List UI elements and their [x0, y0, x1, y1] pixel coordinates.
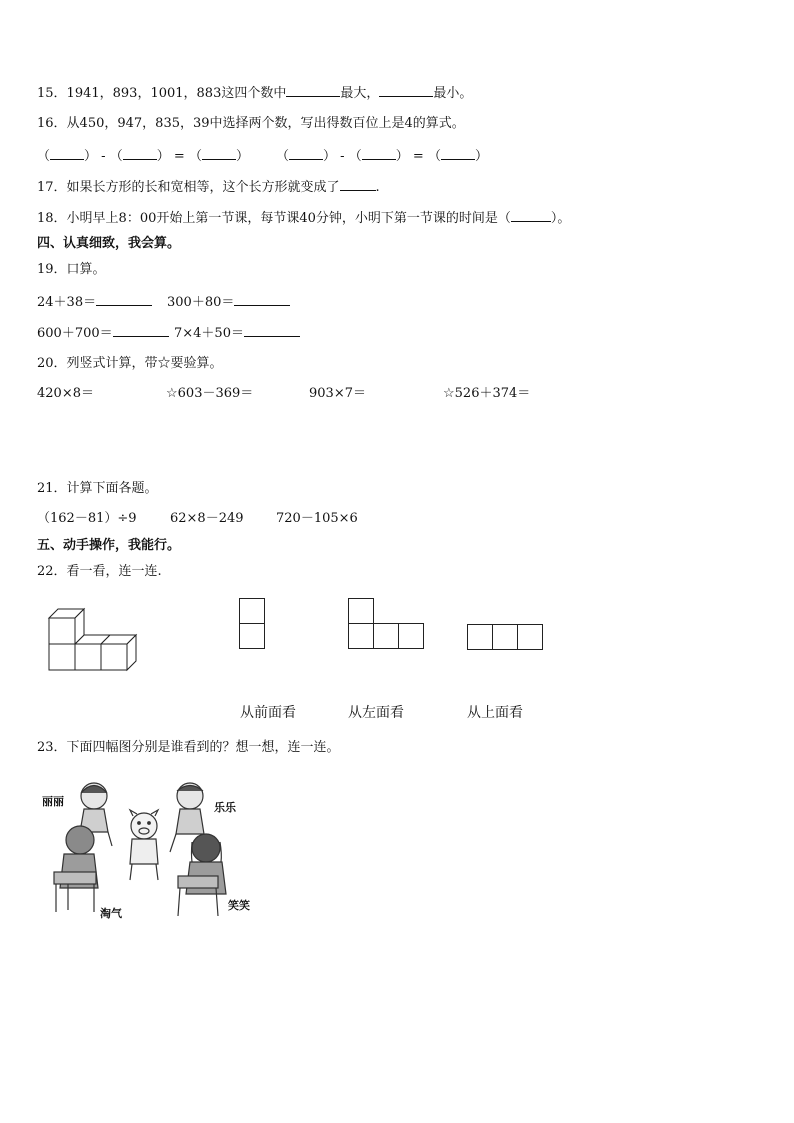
q19-blank[interactable]	[234, 293, 290, 306]
q19-expression: 7×4＋50＝	[174, 326, 244, 341]
q21-item: 720－105×6	[276, 511, 358, 526]
q19-item	[174, 324, 300, 342]
square-cell	[467, 624, 493, 650]
equals-sign: =	[412, 149, 424, 164]
q16-blank[interactable]	[202, 147, 236, 160]
paren-open: （	[188, 149, 202, 164]
q20-item: ☆603－369＝	[166, 386, 254, 401]
q16-blank[interactable]	[123, 147, 157, 160]
q15-blank-2[interactable]	[379, 84, 433, 97]
q16-blank[interactable]	[289, 147, 323, 160]
q16-blank[interactable]	[441, 147, 475, 160]
paren-close: ）	[84, 149, 98, 164]
paren-open: （	[109, 149, 123, 164]
q19-item	[37, 324, 169, 342]
q16-blank[interactable]	[50, 147, 84, 160]
q17-text: 17．如果长方形的长和宽相等，这个长方形就变成了	[37, 180, 340, 195]
question-19-title: 19．口算。	[37, 262, 106, 277]
view-option-vertical-2[interactable]	[239, 598, 265, 650]
q15-text: 15．1941，893，1001，883这四个数中	[37, 86, 287, 101]
q15-end: 最小。	[433, 86, 473, 101]
section-5-heading: 五、动手操作，我能行。	[37, 538, 181, 553]
q19-expression: 24＋38＝	[37, 295, 97, 310]
square-cell	[239, 623, 265, 649]
q19-blank[interactable]	[113, 324, 169, 337]
q19-blank[interactable]	[244, 324, 300, 337]
paren-close: ）	[235, 149, 249, 164]
question-17	[37, 178, 380, 196]
square-cell	[492, 624, 518, 650]
name-lili[interactable]: 丽丽	[42, 795, 64, 808]
paren-close: ）	[395, 149, 409, 164]
question-20-title: 20．列竖式计算，带☆要验算。	[37, 356, 223, 371]
q18-blank[interactable]	[511, 209, 551, 222]
q21-item: （162－81）÷9	[37, 511, 137, 526]
paren-open: （	[427, 149, 441, 164]
cube-stack-figure	[44, 604, 140, 672]
square-cell	[348, 598, 374, 624]
paren-open: （	[37, 149, 51, 164]
name-xiaoxiao[interactable]: 笑笑	[228, 899, 250, 912]
label-front-view[interactable]: 从前面看	[240, 705, 296, 721]
q16-blank[interactable]	[362, 147, 396, 160]
name-lele[interactable]: 乐乐	[214, 801, 236, 814]
equals-sign: =	[173, 149, 185, 164]
q19-expression: 600＋700＝	[37, 326, 113, 341]
section-4-heading: 四、认真细致，我会算。	[37, 236, 181, 251]
square-cell	[239, 598, 265, 624]
q16-equation-2	[276, 147, 488, 165]
paren-close: ）	[474, 149, 488, 164]
paren-open: （	[276, 149, 290, 164]
q20-item: 420×8＝	[37, 386, 94, 401]
square-cell	[373, 623, 399, 649]
square-cell	[398, 623, 424, 649]
q20-item: 903×7＝	[309, 386, 366, 401]
square-cell	[517, 624, 543, 650]
paren-close: ）	[323, 149, 337, 164]
question-21-title: 21．计算下面各题。	[37, 481, 158, 496]
question-23-title: 23．下面四幅图分别是谁看到的？想一想，连一连。	[37, 740, 340, 755]
question-22-title: 22．看一看，连一连.	[37, 564, 162, 579]
minus-sign: -	[340, 149, 345, 164]
q18-text: 18．小明早上8：00开始上第一节课，每节课40分钟，小明下第一节课的时间是（	[37, 211, 511, 226]
square-cell	[348, 623, 374, 649]
paren-close: ）	[156, 149, 170, 164]
q15-blank-1[interactable]	[286, 84, 340, 97]
q20-item: ☆526＋374＝	[443, 386, 531, 401]
q19-item	[37, 293, 152, 311]
view-option-l-shape[interactable]	[348, 598, 428, 650]
label-top-view[interactable]: 从上面看	[467, 705, 523, 721]
children-around-toy-illustration	[40, 776, 260, 924]
view-option-row-3[interactable]	[467, 624, 547, 650]
name-taoqi[interactable]: 淘气	[100, 907, 122, 920]
q18-end: ）。	[550, 211, 571, 226]
label-left-view[interactable]: 从左面看	[348, 705, 404, 721]
question-18	[37, 209, 570, 227]
q19-expression: 300＋80＝	[167, 295, 235, 310]
q15-mid: 最大，	[340, 86, 380, 101]
q19-item	[167, 293, 290, 311]
minus-sign: -	[101, 149, 106, 164]
paren-open: （	[348, 149, 362, 164]
q16-equation-1	[37, 147, 249, 165]
q21-item: 62×8－249	[170, 511, 244, 526]
q17-end: .	[375, 180, 380, 195]
question-15	[37, 84, 472, 102]
question-16: 16．从450，947，835，39中选择两个数，写出得数百位上是4的算式。	[37, 116, 465, 131]
q17-blank[interactable]	[340, 178, 376, 191]
q19-blank[interactable]	[96, 293, 152, 306]
